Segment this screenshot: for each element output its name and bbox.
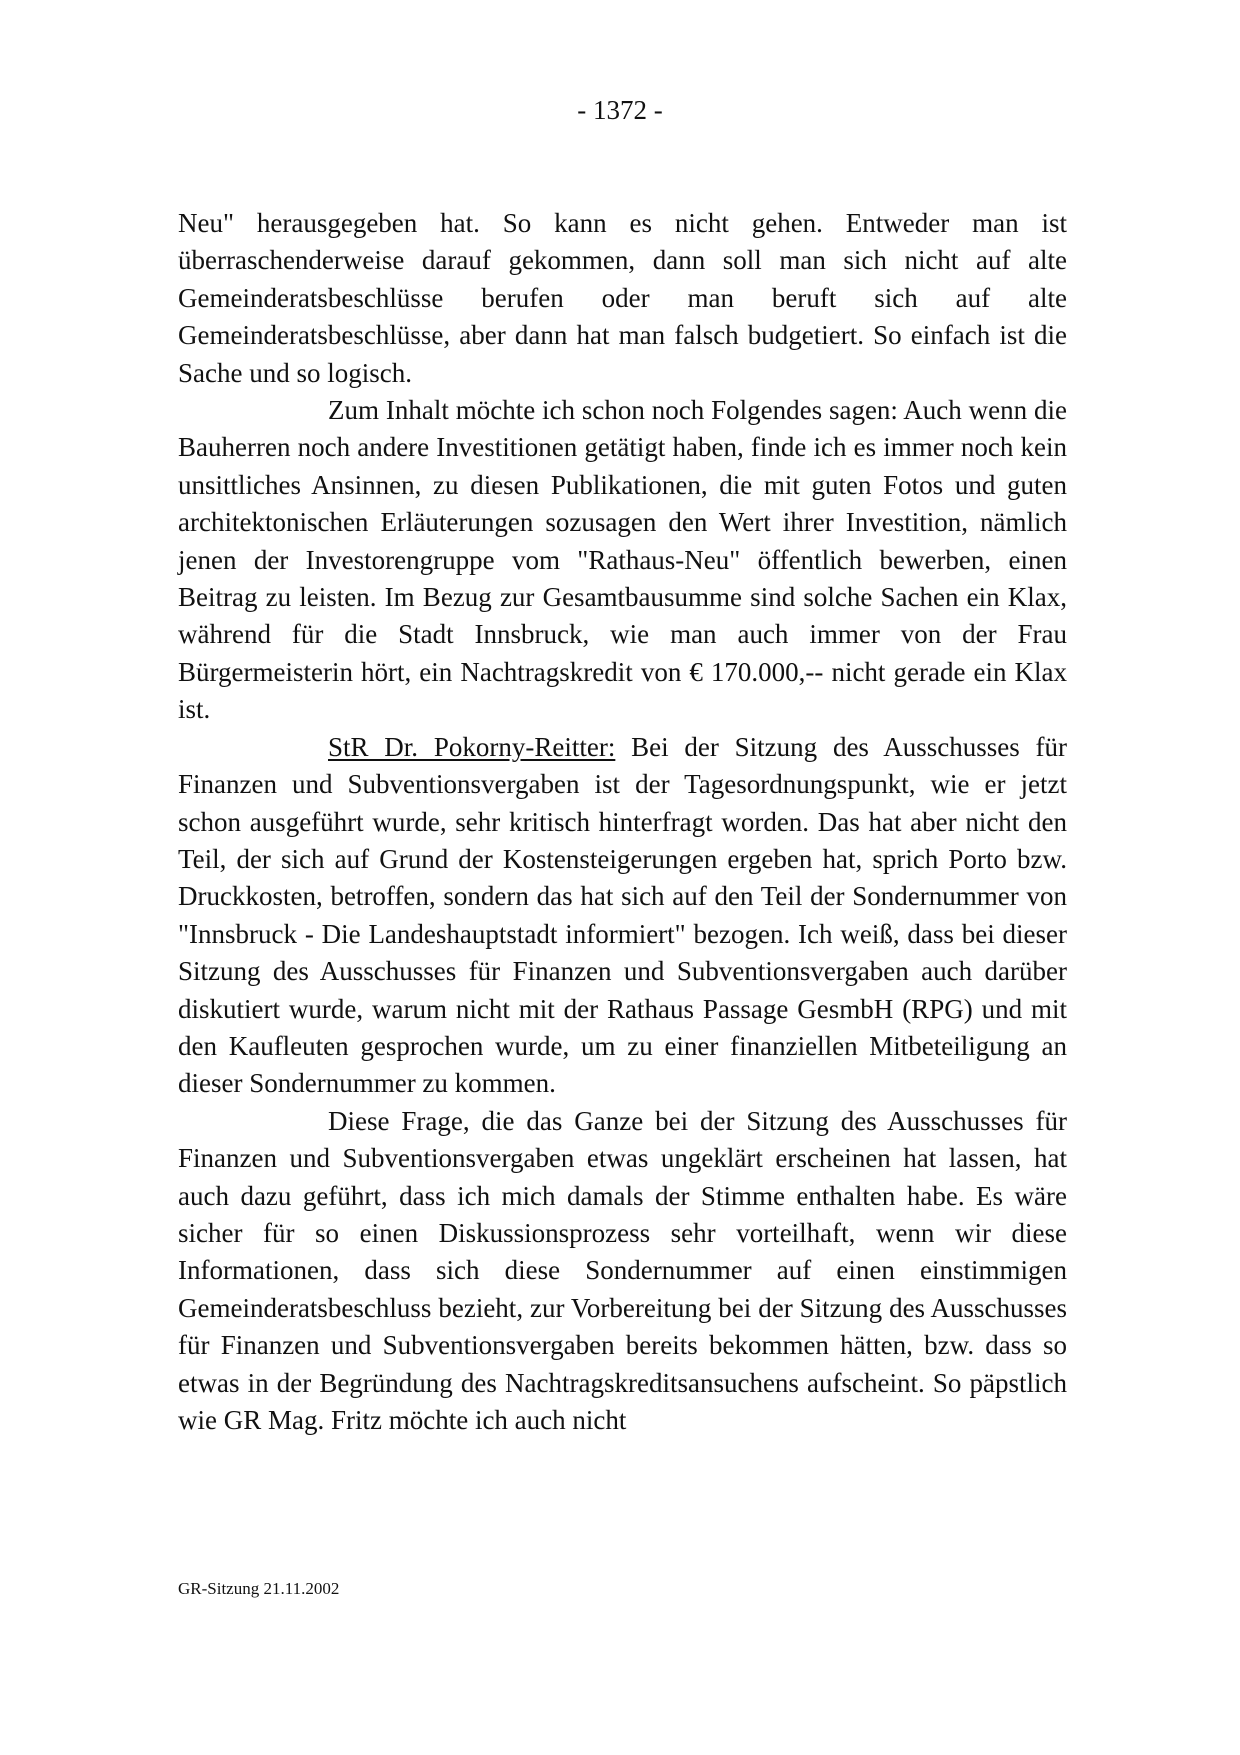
document-body	[178, 205, 1067, 1439]
page-number: - 1372 -	[577, 95, 663, 125]
page-footer: GR-Sitzung 21.11.2002	[178, 1579, 340, 1598]
speaker-name: StR Dr. Pokorny-Reitter:	[328, 731, 616, 762]
paragraph-content-remark: Zum Inhalt möchte ich schon noch Folgendes sagen: Auch wenn die Bauherren noch andere Investitionen getätigt haben, finde ich es immer noch kein unsittliches Ansinnen, zu diesen Publikationen, die mit guten Fotos und guten architektonischen Erläuterungen sozusagen den Wert ihrer Investition, nämlich jenen der Investorengruppe vom "Rathaus-Neu" öffentlich bewerben, einen Beitrag zu leisten. Im Bezug zur Gesamtbausumme sind solche Sachen ein Klax, während für die Stadt Innsbruck, wie man auch immer von der Frau Bürgermeisterin hört, ein Nachtragskredit von € 170.000,-- nicht gerade ein Klax ist.	[178, 395, 1067, 725]
paragraph-question: Diese Frage, die das Ganze bei der Sitzung des Ausschusses für Finanzen und Subventionsvergaben etwas ungeklärt erscheinen hat lassen, hat auch dazu geführt, dass ich mich damals der Stimme enthalten habe. Es wäre sicher für so einen Diskussionsprozess sehr vorteilhaft, wenn wir diese Informationen, dass sich diese Sondernummer auf einen einstimmigen Gemeinderatsbeschluss bezieht, zur Vorbereitung bei der Sitzung des Ausschusses für Finanzen und Subventionsvergaben bereits bekommen hätten, bzw. dass so etwas in der Begründung des Nachtragskreditsansuchens aufscheint. So päpstlich wie GR Mag. Fritz möchte ich auch nicht	[178, 1105, 1067, 1435]
paragraph-continuation: Neu" herausgegeben hat. So kann es nicht gehen. Entweder man ist überraschenderweise darauf gekommen, dann soll man sich nicht auf alte Gemeinderatsbeschlüsse berufen oder man beruft sich auf alte Gemeinderatsbeschlüsse, aber dann hat man falsch budgetiert. So einfach ist die Sache und so logisch.	[178, 208, 1067, 388]
speaker-statement-text: Bei der Sitzung des Ausschusses für Finanzen und Subventionsvergaben ist der Tagesordnungspunkt, wie er jetzt schon ausgeführt wurde, sehr kritisch hinterfragt worden. Das hat aber nicht den Teil, der sich auf Grund der Kostensteigerungen ergeben hat, sprich Porto bzw. Druckkosten, betroffen, sondern das hat sich auf den Teil der Sondernummer von "Innsbruck - Die Landeshauptstadt informiert" bezogen. Ich weiß, dass bei dieser Sitzung des Ausschusses für Finanzen und Subventionsvergaben auch darüber diskutiert wurde, warum nicht mit der Rathaus Passage GesmbH (RPG) und mit den Kaufleuten gesprochen wurde, um zu einer finanziellen Mitbeteiligung an dieser Sondernummer zu kommen.	[178, 731, 1067, 1099]
paragraph-speaker-statement	[178, 729, 1067, 1103]
